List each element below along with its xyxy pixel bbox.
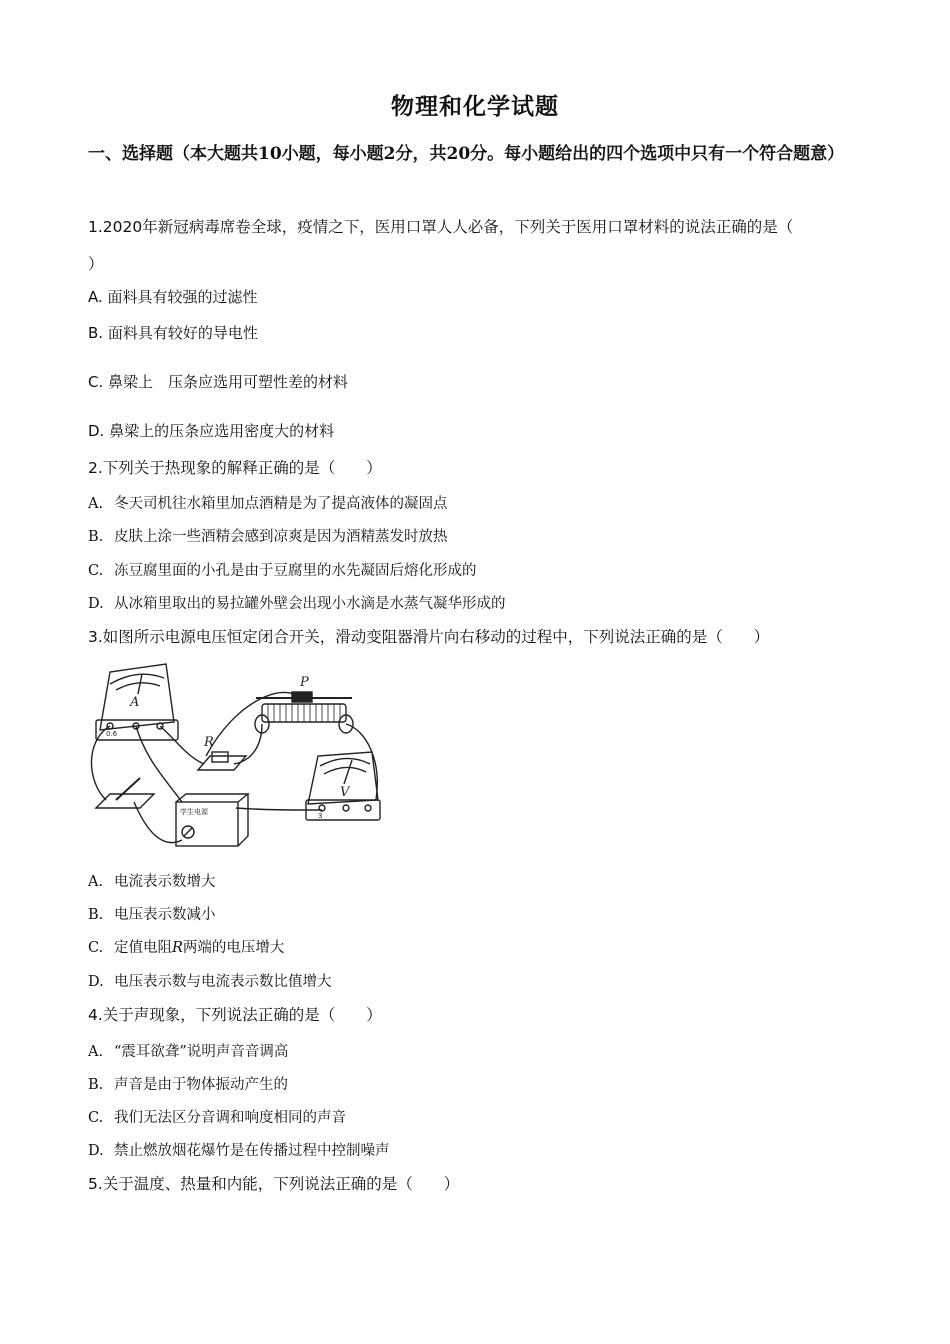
rheostat-slider xyxy=(292,692,312,702)
q3-stem: 3.如图所示电源电压恒定闭合开关，滑动变阻器滑片向右移动的过程中，下列说法正确的是（ ） xyxy=(88,628,770,646)
option-key: A. xyxy=(88,874,104,890)
q5-stem: 5.关于温度、热量和内能，下列说法正确的是（ ） xyxy=(88,1175,460,1193)
option-text: 我们无法区分音调和响度相同的声音 xyxy=(114,1110,346,1126)
q1-option-d: D. 鼻梁上的压条应选用密度大的材料 xyxy=(88,422,335,440)
circuit-diagram xyxy=(86,660,386,852)
q4-option-d xyxy=(88,1139,390,1160)
q4-stem: 4.关于声现象，下列说法正确的是（ ） xyxy=(88,1006,382,1024)
q2-option-a xyxy=(88,492,448,513)
q1-option-c: C. 鼻梁上 压条应选用可塑性差的材料 xyxy=(88,373,349,391)
q3-option-a xyxy=(88,870,216,891)
q4-option-b xyxy=(88,1073,288,1094)
q2-option-d xyxy=(88,592,506,613)
option-key: B. xyxy=(88,907,104,923)
wire xyxy=(236,808,322,810)
section-heading: 一、选择题（本大题共10小题，每小题2分，共20分。每小题给出的四个选项中只有一个符合题意） xyxy=(88,144,845,164)
q1-option-b: B. 面料具有较好的导电性 xyxy=(88,324,258,342)
option-key: D. xyxy=(88,974,104,990)
switch-base xyxy=(96,794,154,808)
q4-option-c xyxy=(88,1106,346,1127)
ammeter-scale: 0.6 xyxy=(106,730,118,738)
option-text: 禁止燃放烟花爆竹是在传播过程中控制噪声 xyxy=(114,1143,390,1159)
q2-stem: 2.下列关于热现象的解释正确的是（ ） xyxy=(88,459,382,477)
wire xyxy=(136,726,182,802)
q3-option-c xyxy=(88,936,284,957)
option-text: 定值电阻 xyxy=(114,940,172,956)
q4-option-a xyxy=(88,1040,288,1061)
option-key: B. xyxy=(88,1077,104,1093)
terminal-icon xyxy=(365,805,371,811)
option-text: 声音是由于物体振动产生的 xyxy=(114,1077,288,1093)
option-key: A. xyxy=(88,1044,104,1060)
option-key: C. xyxy=(88,563,104,579)
resistor-body xyxy=(212,752,228,762)
option-key: A. xyxy=(88,496,104,512)
option-text: 电流表示数增大 xyxy=(114,874,216,890)
q1-stem-line2: ） xyxy=(88,255,104,273)
resistor-label: R xyxy=(204,735,214,750)
wire xyxy=(206,692,302,756)
option-text: 皮肤上涂一些酒精会感到凉爽是因为酒精蒸发时放热 xyxy=(114,529,448,545)
option-text: 冬天司机往水箱里加点酒精是为了提高液体的凝固点 xyxy=(114,496,448,512)
q2-option-b xyxy=(88,525,448,546)
option-text: 电压表示数与电流表示数比值增大 xyxy=(114,974,332,990)
variable-r: R xyxy=(172,940,183,956)
option-text: “震耳欲聋”说明声音音调高 xyxy=(114,1044,289,1060)
q2-option-c xyxy=(88,559,477,580)
option-key: C. xyxy=(88,940,104,956)
option-key: D. xyxy=(88,1143,104,1159)
q3-option-b xyxy=(88,903,216,924)
option-key: C. xyxy=(88,1110,104,1126)
option-text: 电压表示数减小 xyxy=(114,907,216,923)
voltmeter-label: V xyxy=(340,785,350,800)
option-text: 两端的电压增大 xyxy=(182,940,285,956)
q3-option-d xyxy=(88,970,332,991)
option-text: 从冰箱里取出的易拉罐外壁会出现小水滴是水蒸气凝华形成的 xyxy=(114,596,506,612)
wire xyxy=(134,802,182,843)
voltmeter-scale: 3 xyxy=(318,812,323,820)
page-title: 物理和化学试题 xyxy=(391,93,559,120)
wire xyxy=(160,726,204,764)
option-text: 冻豆腐里面的小孔是由于豆腐里的水先凝固后熔化形成的 xyxy=(114,563,477,579)
ammeter-label: A xyxy=(130,695,140,710)
option-key: B. xyxy=(88,529,104,545)
switch-lever xyxy=(116,778,140,800)
slider-label: P xyxy=(300,675,309,690)
q1-option-a: A. 面料具有较强的过滤性 xyxy=(88,288,258,306)
terminal-icon xyxy=(343,805,349,811)
power-supply-label: 学生电源 xyxy=(180,808,208,816)
q1-stem-line1: 1.2020年新冠病毒席卷全球，疫情之下，医用口罩人人必备，下列关于医用口罩材料的说法正确的是（ xyxy=(88,218,794,236)
wire xyxy=(234,724,262,764)
option-key: D. xyxy=(88,596,104,612)
